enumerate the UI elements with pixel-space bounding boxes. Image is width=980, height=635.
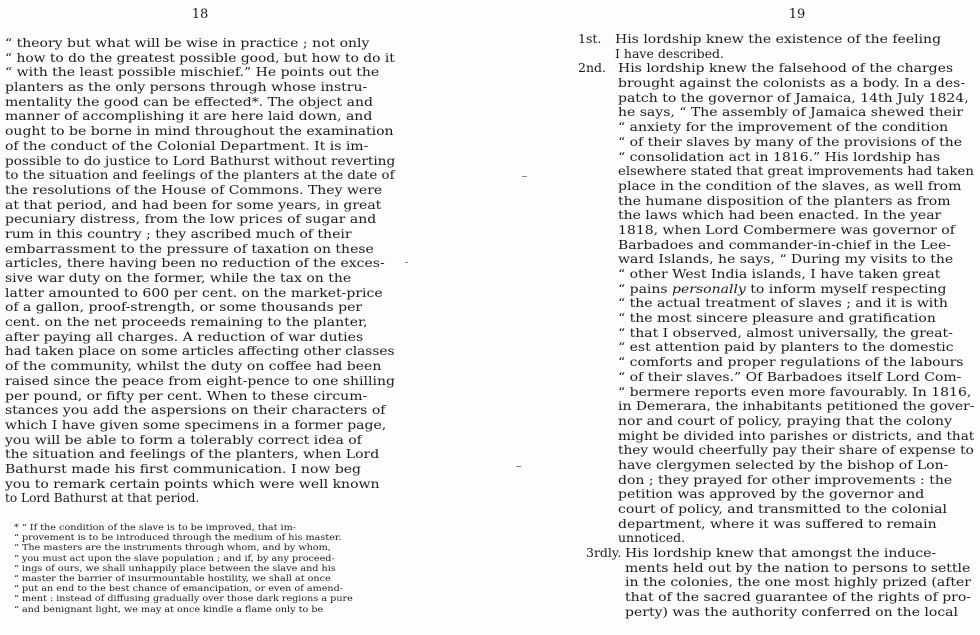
body-line: at that period, and had been for some years, in great bbox=[5, 196, 382, 212]
body-line: of the community, whilst the duty on coffee had been bbox=[5, 358, 382, 374]
body-line: Bathurst made his first communication. I now beg bbox=[5, 460, 362, 476]
body-line: the humane disposition of the planters as from bbox=[618, 192, 951, 208]
body-line: that of the sacred guarantee of the rights of pro- bbox=[625, 589, 972, 605]
body-line: court of policy, and transmitted to the colonial bbox=[618, 501, 947, 516]
body-line: in the colonies, the one most highly prized (after bbox=[625, 574, 972, 590]
footnote-line: “ ment : instead of diffusing gradually over those dark regions a pure bbox=[13, 594, 353, 605]
body-line: “ other West India islands, I have taken great bbox=[618, 266, 941, 281]
body-line: the resolutions of the House of Commons. They were bbox=[5, 181, 383, 197]
body-line: manner of accomplishing it are here laid down, and bbox=[5, 108, 373, 124]
body-line: pecuniary distress, from the low prices of sugar and bbox=[5, 211, 377, 227]
print-blemish bbox=[522, 176, 527, 177]
footnote-line: “ master the barrier of insurmountable hostility, we shall at once bbox=[13, 573, 331, 584]
left-page-number: 18 bbox=[191, 7, 209, 22]
left-body-text bbox=[5, 36, 397, 506]
body-line: you will be able to form a tolerably correct idea of bbox=[5, 431, 362, 447]
body-line: of a gallon, proof-strength, or some thousands per bbox=[5, 299, 363, 315]
body-line: “ with the least possible mischief.” He points out the bbox=[5, 64, 380, 80]
body-line: in Demerara, the inhabitants petitioned the gover- bbox=[618, 398, 975, 414]
body-line: rum in this country ; they ascribed much of their bbox=[5, 225, 352, 241]
body-line: you to remark certain points which were well known bbox=[5, 475, 380, 491]
body-line: perty) was the authority conferred on the local bbox=[625, 603, 959, 619]
body-line: unnoticed. bbox=[618, 530, 686, 546]
body-line: sive war duty on the former, while the tax on the bbox=[5, 270, 352, 285]
body-line: “ consolidation act in 1816.” His lordship has bbox=[618, 148, 941, 164]
body-line: 1818, when Lord Combermere was governor of bbox=[618, 221, 955, 237]
footnote-line: “ ings of ours, we shall unhappily place between the slave and his bbox=[13, 563, 336, 574]
numbered-point-2 bbox=[578, 61, 974, 546]
body-line: cent. on the net proceeds remaining to the planter, bbox=[5, 314, 368, 330]
body-line: “ how to do the greatest possible good, but how to do it bbox=[5, 49, 395, 65]
body-line: “ theory but what will be wise in practice ; not only bbox=[5, 35, 370, 50]
footnote-line: “ The masters are the instruments through whom, and by whom, bbox=[13, 543, 331, 554]
right-page-number: 19 bbox=[788, 7, 806, 22]
footnote-line: * “ If the condition of the slave is to be improved, that im- bbox=[13, 523, 296, 533]
body-line: ought to be borne in mind throughout the examination bbox=[5, 123, 394, 139]
body-line: latter amounted to 600 per cent. on the market-price bbox=[5, 284, 383, 300]
left-page-column bbox=[5, 36, 397, 615]
body-line: planters as the only persons through whose instru- bbox=[5, 79, 368, 95]
body-line: after paying all charges. A reduction of war duties bbox=[5, 328, 364, 344]
body-line: have clergymen selected by the bishop of Lon- bbox=[618, 456, 949, 472]
body-line: don ; they prayed for other improvements : the bbox=[618, 471, 953, 487]
body-line: ward Islands, he says, “ During my visits to the bbox=[618, 251, 954, 267]
body-line: per pound, or fifty per cent. When to these circum- bbox=[5, 387, 368, 403]
body-line: “ of their slaves by many of the provisions of the bbox=[618, 133, 963, 149]
body-line: of the conduct of the Colonial Department. It is im- bbox=[5, 137, 369, 153]
body-line: they would cheerfully pay their share of expense to bbox=[618, 442, 974, 458]
right-page-column bbox=[578, 32, 974, 620]
body-line: embarrassment to the pressure of taxation on these bbox=[5, 240, 374, 256]
point-label: 3rdly. bbox=[586, 545, 622, 561]
body-line: stances you add the aspersions on their characters of bbox=[5, 402, 386, 418]
body-line: to the situation and feelings of the planters at the date of bbox=[5, 167, 395, 183]
body-line: “ the most sincere pleasure and gratification bbox=[618, 310, 936, 326]
body-line: Barbadoes and commander-in-chief in the Lee- bbox=[618, 236, 951, 252]
body-line: patch to the governor of Jamaica, 14th July 1824, bbox=[618, 89, 969, 105]
print-blemish bbox=[516, 466, 521, 467]
body-line: His lordship knew that amongst the induce- bbox=[625, 545, 937, 561]
body-line: had taken place on some articles affecting other classes bbox=[5, 343, 395, 359]
body-line: elsewhere stated that great improvements had taken bbox=[618, 163, 974, 179]
body-line: “ of their slaves.” Of Barbadoes itself Lord Com- bbox=[618, 368, 962, 384]
body-line: brought against the colonists as a body. In a des- bbox=[618, 75, 966, 91]
body-line: possible to do justice to Lord Bathurst without reverting bbox=[5, 152, 396, 168]
footnote-line: “ put an end to the best chance of emancipation, or even of amend- bbox=[13, 584, 344, 595]
body-line: mentality the good can be effected*. The object and bbox=[5, 93, 373, 109]
emphasis: personally bbox=[672, 280, 746, 296]
body-line: he says, “ The assembly of Jamaica shewed their bbox=[618, 104, 964, 120]
body-line: raised since the peace from eight-pence to one shilling bbox=[5, 372, 395, 388]
footnote-line: “ you must act upon the slave population ; and if, by any proceed- bbox=[13, 553, 335, 564]
body-line: I have described. bbox=[615, 45, 725, 61]
body-line: “ the actual treatment of slaves ; and it is with bbox=[618, 295, 948, 311]
point-label: 1st. bbox=[578, 31, 602, 46]
body-line: “ anxiety for the improvement of the condition bbox=[618, 119, 949, 135]
body-line: might be divided into parishes or districts, and that bbox=[618, 427, 975, 443]
body-line: to Lord Bathurst at that period. bbox=[5, 490, 200, 506]
body-line: ments held out by the nation to persons to settle bbox=[625, 559, 971, 575]
body-line: His lordship knew the falsehood of the charges bbox=[618, 60, 954, 76]
numbered-point-1 bbox=[578, 32, 974, 61]
footnote-line: “ provement is to be introduced through the medium of his master. bbox=[13, 533, 342, 544]
point-label: 2nd. bbox=[578, 60, 606, 76]
numbered-point-3 bbox=[578, 546, 974, 619]
footnote-line: “ and benignant light, we may at once kindle a flame only to be bbox=[13, 604, 324, 615]
body-line: which I have given some specimens in a former page, bbox=[5, 416, 387, 432]
body-line: articles, there having been no reduction of the exces- bbox=[5, 255, 385, 271]
body-line: “ bermere reports even more favourably. In 1816, bbox=[618, 383, 972, 399]
left-footnote bbox=[5, 523, 397, 615]
body-line: “ pains personally to inform myself respecting bbox=[618, 280, 947, 296]
body-line: “ comforts and proper regulations of the labours bbox=[618, 354, 964, 370]
body-line: the situation and feelings of the planters, when Lord bbox=[5, 446, 380, 462]
body-line: “ that I observed, almost universally, the great- bbox=[618, 324, 953, 340]
body-line: place in the condition of the slaves, as well from bbox=[618, 177, 962, 193]
body-line: the laws which had been enacted. In the year bbox=[618, 207, 942, 223]
body-line: His lordship knew the existence of the feeling bbox=[615, 31, 942, 46]
print-blemish bbox=[405, 262, 408, 263]
body-line: petition was approved by the governor and bbox=[618, 486, 925, 502]
body-line: nor and court of policy, praying that the colony bbox=[618, 412, 952, 428]
body-line: department, where it was suffered to remain bbox=[618, 515, 937, 531]
body-line: “ est attention paid by planters to the domestic bbox=[618, 339, 954, 355]
